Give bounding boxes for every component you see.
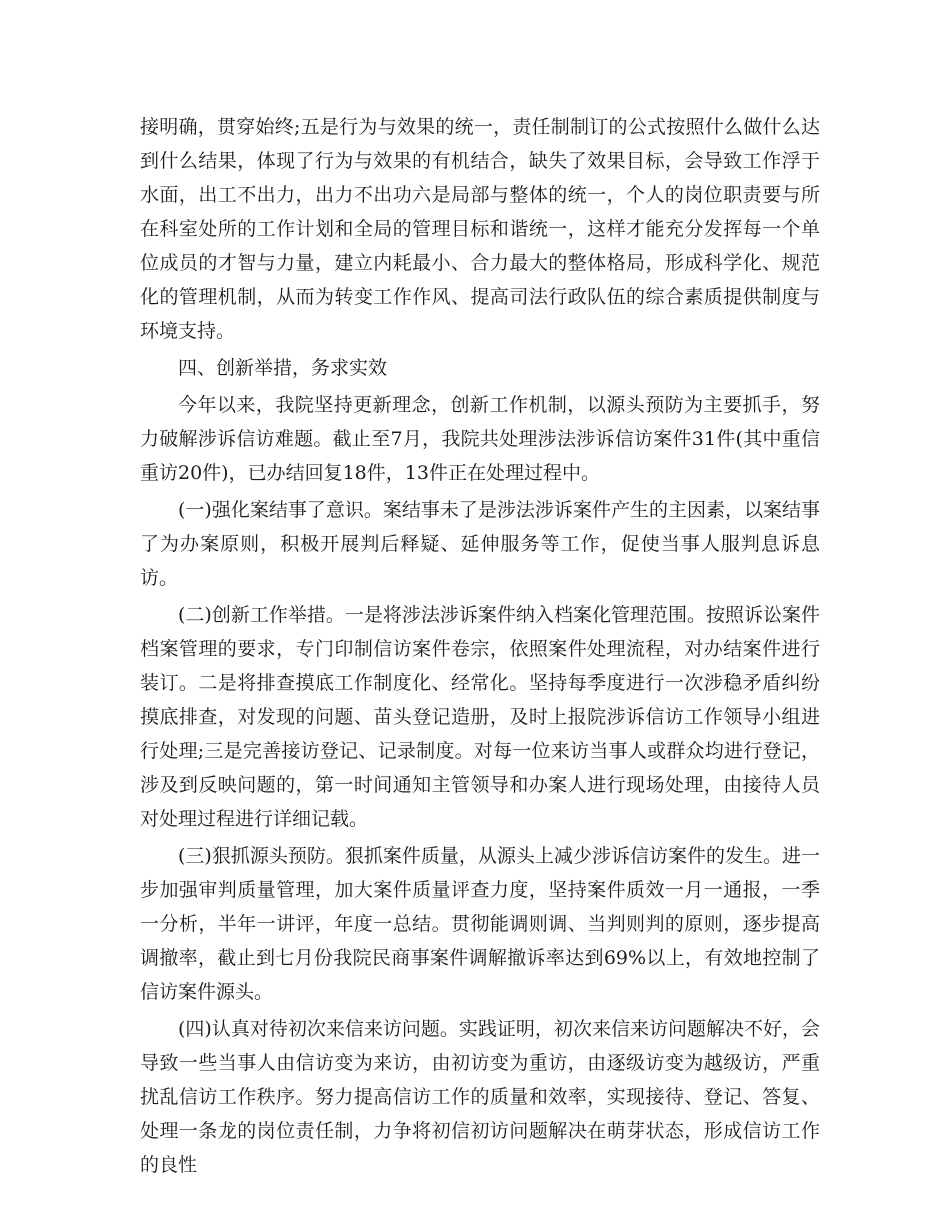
paragraph-intro: 今年以来，我院坚持更新理念，创新工作机制，以源头预防为主要抓手，努力破解涉诉信访难题。截止至7月，我院共处理涉法涉诉信访案件31件(其中重信重访20件)，已办结回复18件，13件正在处理过程中。 xyxy=(140,394,820,484)
paragraph-item-3: (三)狠抓源头预防。狠抓案件质量，从源头上减少涉诉信访案件的发生。进一步加强审判质量管理，加大案件质量评查力度，坚持案件质效一月一通报，一季一分析，半年一讲评，年度一总结。贯彻能调则调、当判则判的原则，逐步提高调撤率，截止到七月份我院民商事案件调解撤诉率达到69%以上，有效地控制了信访案件源头。 xyxy=(140,845,820,1003)
section-heading: 四、创新举措，务求实效 xyxy=(178,357,388,379)
paragraph-item-4: (四)认真对待初次来信来访问题。实践证明，初次来信来访问题解决不好，会导致一些当事人由信访变为来访，由初访变为重访，由逐级访变为越级访，严重扰乱信访工作秩序。努力提高信访工作的质量和效率，实现接待、登记、答复、处理一条龙的岗位责任制，力争将初信初访问题解决在萌芽状态，形成信访工作的良性 xyxy=(140,1018,820,1176)
paragraph-item-2: (二)创新工作举措。一是将涉法涉诉案件纳入档案化管理范围。按照诉讼案件档案管理的要求，专门印制信访案件卷宗，依照案件处理流程，对办结案件进行装订。二是将排查摸底工作制度化、经常化。坚持每季度进行一次涉稳矛盾纠纷摸底排查，对发现的问题、苗头登记造册，及时上报院涉诉信访工作领导小组进行处理;三是完善接访登记、记录制度。对每一位来访当事人或群众均进行登记，涉及到反映问题的，第一时间通知主管领导和办案人进行现场处理，由接待人员对处理过程进行详细记载。 xyxy=(140,604,820,830)
paragraph-item-1: (一)强化案结事了意识。案结事未了是涉法涉诉案件产生的主因素，以案结事了为办案原则，积极开展判后释疑、延伸服务等工作，促使当事人服判息诉息访。 xyxy=(140,499,820,589)
paragraph-continued: 接明确，贯穿始终;五是行为与效果的统一，责任制制订的公式按照什么做什么达到什么结果，体现了行为与效果的有机结合，缺失了效果目标，会导致工作浮于水面，出工不出力，出力不出功六是局部与整体的统一，个人的岗位职责要与所在科室处所的工作计划和全局的管理目标和谐统一，这样才能充分发挥每一个单位成员的才智与力量，建立内耗最小、合力最大的整体格局，形成科学化、规范化的管理机制，从而为转变工作作风、提高司法行政队伍的综合素质提供制度与环境支持。 xyxy=(140,116,820,342)
